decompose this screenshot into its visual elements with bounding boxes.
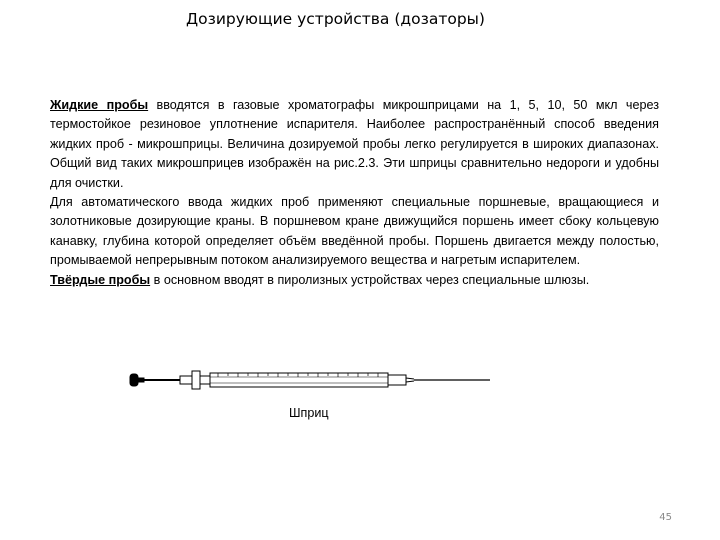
term-solid-samples: Твёрдые пробы: [50, 272, 151, 287]
paragraph-solid-samples: [50, 271, 659, 290]
figure-caption: Шприц: [289, 406, 329, 420]
syringe-icon: [128, 360, 492, 400]
paragraph-text: вводятся в газовые хроматографы микрошприцами на 1, 5, 10, 50 мкл через термостойкое резиновое уплотнение испарителя. Наиболее распространённый способ введения жидких проб - микрошприцы. Величина дозируемой пробы легко регулируется в широких диапазонах. Общий вид таких микрошприцев изображён на рис.2.3. Эти шприцы сравнительно недороги и удобны для очистки.: [50, 98, 659, 190]
page-number: 45: [659, 512, 672, 523]
slide-title: Дозирующие устройства (дозаторы): [186, 10, 485, 28]
paragraph-automatic-injection: [50, 193, 659, 271]
paragraph-text: Для автоматического ввода жидких проб применяют специальные поршневые, вращающиеся и золотниковые дозирующие краны. В поршневом кране движущийся поршень имеет сбоку кольцевую канавку, глубина которой определяет объём введённой пробы. Поршень двигается между полостью, промываемой непрерывным потоком анализируемого вещества и нагретым испарителем.: [50, 195, 659, 268]
body-text: [50, 96, 659, 290]
paragraph-text: в основном вводят в пиролизных устройствах через специальные шлюзы.: [150, 272, 590, 287]
paragraph-liquid-samples: [50, 96, 659, 193]
term-liquid-samples: Жидкие пробы: [50, 98, 149, 112]
